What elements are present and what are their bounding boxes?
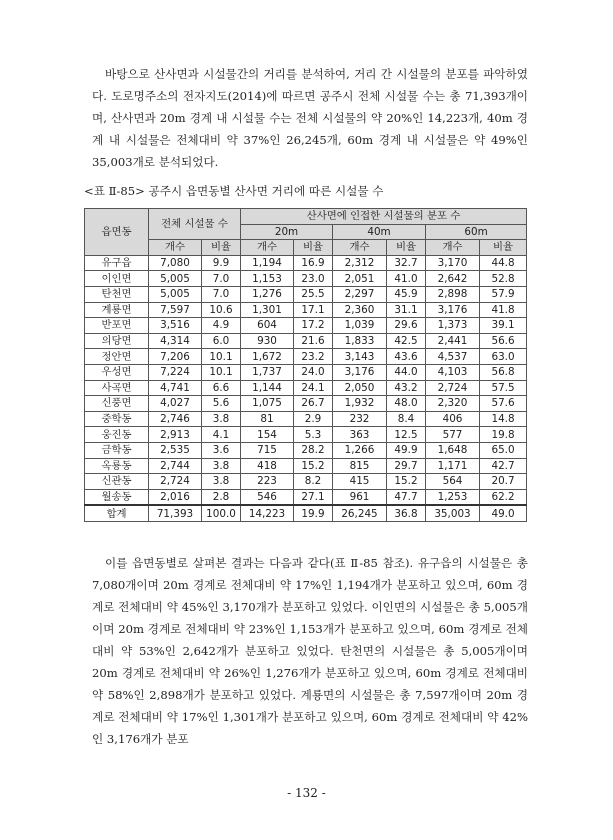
header-distance-60m: 60m (426, 224, 527, 240)
table-cell: 5.6 (202, 396, 241, 412)
region-name-cell: 금학동 (85, 442, 149, 458)
table-row (85, 349, 527, 365)
table-cell: 49.0 (480, 505, 527, 521)
table-cell: 232 (333, 411, 387, 427)
region-name-cell: 월송동 (85, 489, 149, 505)
table-cell: 19.8 (480, 427, 527, 443)
table-cell: 4,314 (149, 333, 202, 349)
table-cell: 3.8 (202, 474, 241, 490)
table-cell: 2,016 (149, 489, 202, 505)
table-cell: 44.8 (480, 255, 527, 271)
table-cell: 9.9 (202, 255, 241, 271)
region-name-cell: 중학동 (85, 411, 149, 427)
region-name-cell: 의당면 (85, 333, 149, 349)
table-cell: 3,516 (149, 318, 202, 334)
table-cell: 3,176 (426, 302, 480, 318)
table-cell: 2,441 (426, 333, 480, 349)
table-cell: 223 (241, 474, 294, 490)
table-cell: 15.2 (387, 474, 426, 490)
region-name-cell: 유구읍 (85, 255, 149, 271)
table-cell: 35,003 (426, 505, 480, 521)
table-cell: 2,320 (426, 396, 480, 412)
table-cell: 47.7 (387, 489, 426, 505)
table-cell: 57.5 (480, 380, 527, 396)
table-cell: 10.1 (202, 349, 241, 365)
region-name-cell: 신풍면 (85, 396, 149, 412)
region-name-cell: 우성면 (85, 364, 149, 380)
table-cell: 406 (426, 411, 480, 427)
table-cell: 71,393 (149, 505, 202, 521)
header-ratio: 비율 (294, 240, 333, 256)
table-cell: 363 (333, 427, 387, 443)
table-cell: 564 (426, 474, 480, 490)
table-row (85, 302, 527, 318)
table-cell: 27.1 (294, 489, 333, 505)
header-region: 읍면동 (85, 209, 149, 256)
table-row (85, 333, 527, 349)
table-row (85, 286, 527, 302)
header-distance-20m: 20m (241, 224, 333, 240)
table-cell: 2,051 (333, 271, 387, 287)
table-cell: 4,103 (426, 364, 480, 380)
table-cell: 8.2 (294, 474, 333, 490)
table-cell: 26,245 (333, 505, 387, 521)
table-cell: 24.0 (294, 364, 333, 380)
table-cell: 1,833 (333, 333, 387, 349)
header-count: 개수 (241, 240, 294, 256)
table-cell: 25.5 (294, 286, 333, 302)
table-cell: 31.1 (387, 302, 426, 318)
table-cell: 14.8 (480, 411, 527, 427)
table-cell: 합계 (85, 505, 149, 521)
table-cell: 2,744 (149, 458, 202, 474)
table-cell: 1,266 (333, 442, 387, 458)
table-row-total (85, 505, 527, 521)
table-cell: 8.4 (387, 411, 426, 427)
table-cell: 7,224 (149, 364, 202, 380)
table-cell: 39.1 (480, 318, 527, 334)
table-cell: 57.9 (480, 286, 527, 302)
table-cell: 1,648 (426, 442, 480, 458)
table-cell: 57.6 (480, 396, 527, 412)
table-cell: 1,373 (426, 318, 480, 334)
table-cell: 43.2 (387, 380, 426, 396)
region-name-cell: 반포면 (85, 318, 149, 334)
table-cell: 1,144 (241, 380, 294, 396)
table-row (85, 474, 527, 490)
header-distance-40m: 40m (333, 224, 426, 240)
table-cell: 24.1 (294, 380, 333, 396)
table-cell: 2,898 (426, 286, 480, 302)
table-row (85, 427, 527, 443)
table-cell: 23.2 (294, 349, 333, 365)
table-cell: 2,642 (426, 271, 480, 287)
table-cell: 29.7 (387, 458, 426, 474)
header-count: 개수 (149, 240, 202, 256)
table-cell: 415 (333, 474, 387, 490)
table-cell: 7.0 (202, 271, 241, 287)
header-ratio: 비율 (387, 240, 426, 256)
table-cell: 6.6 (202, 380, 241, 396)
table-cell: 1,276 (241, 286, 294, 302)
table-cell: 16.9 (294, 255, 333, 271)
table-cell: 3,143 (333, 349, 387, 365)
table-cell: 1,194 (241, 255, 294, 271)
table-cell: 52.8 (480, 271, 527, 287)
region-name-cell: 웅진동 (85, 427, 149, 443)
table-cell: 3.8 (202, 411, 241, 427)
table-cell: 2,360 (333, 302, 387, 318)
table-cell: 4.1 (202, 427, 241, 443)
table-cell: 577 (426, 427, 480, 443)
table-cell: 604 (241, 318, 294, 334)
table-cell: 62.2 (480, 489, 527, 505)
table-row (85, 364, 527, 380)
table-cell: 42.7 (480, 458, 527, 474)
table-cell: 36.8 (387, 505, 426, 521)
table-row (85, 380, 527, 396)
table-cell: 1,171 (426, 458, 480, 474)
table-cell: 6.0 (202, 333, 241, 349)
table-row (85, 489, 527, 505)
table-cell: 418 (241, 458, 294, 474)
table-caption: <표 Ⅱ-85> 공주시 읍면동별 산사면 거리에 따른 시설물 수 (84, 184, 384, 198)
table-cell: 1,153 (241, 271, 294, 287)
table-cell: 2,724 (426, 380, 480, 396)
table-cell: 1,737 (241, 364, 294, 380)
header-total: 전체 시설물 수 (149, 209, 241, 240)
table-row (85, 411, 527, 427)
table-cell: 100.0 (202, 505, 241, 521)
region-name-cell: 사곡면 (85, 380, 149, 396)
table-cell: 15.2 (294, 458, 333, 474)
table-cell: 930 (241, 333, 294, 349)
table-cell: 154 (241, 427, 294, 443)
table-cell: 1,253 (426, 489, 480, 505)
table-cell: 42.5 (387, 333, 426, 349)
header-slope: 산사면에 인접한 시설물의 분포 수 (241, 209, 527, 225)
table-cell: 7,206 (149, 349, 202, 365)
table-cell: 2,535 (149, 442, 202, 458)
table-cell: 1,672 (241, 349, 294, 365)
table-cell: 815 (333, 458, 387, 474)
table-cell: 2,050 (333, 380, 387, 396)
region-name-cell: 이인면 (85, 271, 149, 287)
table-row (85, 255, 527, 271)
table-cell: 10.6 (202, 302, 241, 318)
table-cell: 56.8 (480, 364, 527, 380)
table-cell: 48.0 (387, 396, 426, 412)
header-count: 개수 (426, 240, 480, 256)
table-cell: 4,537 (426, 349, 480, 365)
intro-paragraph: 바탕으로 산사면과 시설물간의 거리를 분석하여, 거리 간 시설물의 분포를 파악하였다. 도로명주소의 전자지도(2014)에 따르면 공주시 전체 시설물 수는 총 71,393개이며, 산사면과 20m 경계 내 시설물 수는 전체 시설물의 약 20%인 14,223개, 40m 경계 내 시설물은 전체대비 약 37%인 26,245개, 60m 경계 내 시설물은 약 49%인 35,003개로 분석되었다. (92, 67, 528, 169)
table-cell: 2,297 (333, 286, 387, 302)
table-cell: 49.9 (387, 442, 426, 458)
table-row (85, 271, 527, 287)
table-cell: 81 (241, 411, 294, 427)
table-cell: 4,741 (149, 380, 202, 396)
table-cell: 1,301 (241, 302, 294, 318)
table-cell: 28.2 (294, 442, 333, 458)
table-cell: 2,913 (149, 427, 202, 443)
table-cell: 44.0 (387, 364, 426, 380)
table-cell: 20.7 (480, 474, 527, 490)
table-cell: 546 (241, 489, 294, 505)
table-cell: 43.6 (387, 349, 426, 365)
table-cell: 10.1 (202, 364, 241, 380)
table-row (85, 458, 527, 474)
header-ratio: 비율 (480, 240, 527, 256)
table-cell: 7.0 (202, 286, 241, 302)
table-cell: 3,170 (426, 255, 480, 271)
table-cell: 26.7 (294, 396, 333, 412)
table-cell: 3.8 (202, 458, 241, 474)
table-cell: 2,746 (149, 411, 202, 427)
table-cell: 19.9 (294, 505, 333, 521)
table-cell: 32.7 (387, 255, 426, 271)
table-row (85, 442, 527, 458)
table-cell: 7,080 (149, 255, 202, 271)
table-cell: 21.6 (294, 333, 333, 349)
table-cell: 45.9 (387, 286, 426, 302)
region-name-cell: 옥룡동 (85, 458, 149, 474)
table-cell: 961 (333, 489, 387, 505)
table-cell: 17.1 (294, 302, 333, 318)
header-ratio: 비율 (202, 240, 241, 256)
table-cell: 3.6 (202, 442, 241, 458)
table-cell: 2,312 (333, 255, 387, 271)
table-cell: 41.0 (387, 271, 426, 287)
table-cell: 7,597 (149, 302, 202, 318)
table-cell: 17.2 (294, 318, 333, 334)
table-cell: 2.8 (202, 489, 241, 505)
table-cell: 1,075 (241, 396, 294, 412)
region-name-cell: 계룡면 (85, 302, 149, 318)
table-cell: 2,724 (149, 474, 202, 490)
table-cell: 14,223 (241, 505, 294, 521)
table-cell: 56.6 (480, 333, 527, 349)
facility-count-table (84, 208, 527, 522)
table-cell: 23.0 (294, 271, 333, 287)
region-name-cell: 정안면 (85, 349, 149, 365)
table-cell: 63.0 (480, 349, 527, 365)
region-name-cell: 탄천면 (85, 286, 149, 302)
table-row (85, 396, 527, 412)
analysis-paragraph: 이를 읍면동별로 살펴본 결과는 다음과 같다(표 Ⅱ-85 참조). 유구읍의 시설물은 총 7,080개이며 20m 경계로 전체대비 약 17%인 1,194개가 분포하고 있으며, 60m 경계로 전체대비 약 45%인 3,170개가 분포하고 있었다. 이인면의 시설물은 총 5,005개이며 20m 경계로 전체대비 약 23%인 1,153개가 분포하고 있으며, 60m 경계로 전체대비 약 53%인 2,642개가 분포하고 있었다. 탄천면의 시설물은 총 5,005개이며 20m 경계로 전체대비 약 26%인 1,276개가 분포하고 있으며, 60m 경계로 전체대비 약 58%인 2,898개가 분포하고 있었다. 계룡면의 시설물은 총 7,597개이며 20m 경계로 전체대비 약 17%인 1,301개가 분포하고 있으며, 60m 경계로 전체대비 약 42%인 3,176개가 분포 (92, 556, 528, 746)
table-cell: 29.6 (387, 318, 426, 334)
table-cell: 4.9 (202, 318, 241, 334)
table-cell: 5,005 (149, 286, 202, 302)
table-cell: 3,176 (333, 364, 387, 380)
table-cell: 2.9 (294, 411, 333, 427)
table-cell: 5,005 (149, 271, 202, 287)
table-cell: 41.8 (480, 302, 527, 318)
table-cell: 1,932 (333, 396, 387, 412)
table-cell: 12.5 (387, 427, 426, 443)
header-count: 개수 (333, 240, 387, 256)
table-row (85, 318, 527, 334)
table-cell: 1,039 (333, 318, 387, 334)
table-cell: 65.0 (480, 442, 527, 458)
table-cell: 4,027 (149, 396, 202, 412)
page-number: - 132 - (287, 786, 326, 800)
table-cell: 5.3 (294, 427, 333, 443)
region-name-cell: 신관동 (85, 474, 149, 490)
table-cell: 715 (241, 442, 294, 458)
